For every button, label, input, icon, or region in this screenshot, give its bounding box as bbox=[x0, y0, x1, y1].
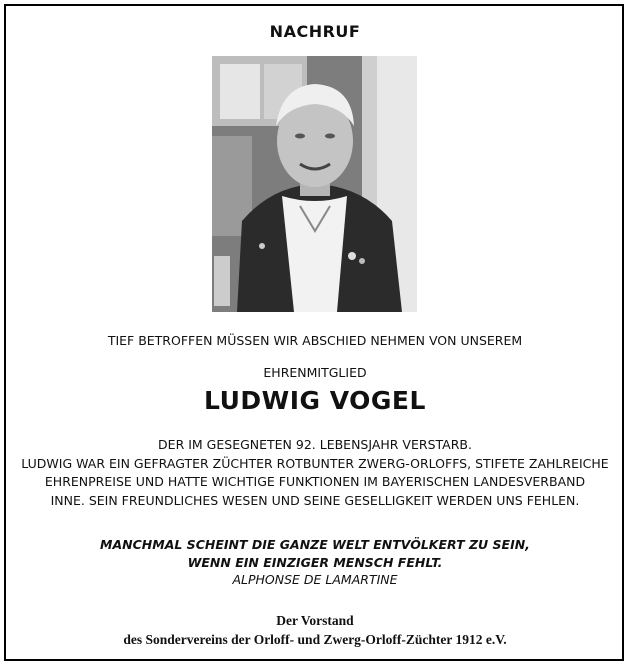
member-role: EHRENMITGLIED bbox=[263, 365, 367, 380]
body-line: DER IM GESEGNETEN 92. LEBENSJAHR VERSTARB. bbox=[158, 437, 472, 452]
quote-line: WENN EIN EINZIGER MENSCH FEHLT. bbox=[187, 554, 443, 570]
obituary-body bbox=[0, 436, 630, 510]
intro-text: TIEF BETROFFEN MÜSSEN WIR ABSCHIED NEHMEN VON UNSEREM bbox=[107, 333, 523, 348]
signature-title: Der Vorstand bbox=[276, 613, 354, 628]
body-line: LUDWIG WAR EIN GEFRAGTER ZÜCHTER ROTBUNTER ZWERG-ORLOFFS, STIFETE ZAHLREICHE bbox=[21, 455, 609, 471]
portrait-photo bbox=[212, 56, 417, 312]
quote-author: ALPHONSE DE LAMARTINE bbox=[232, 572, 398, 587]
signature-block bbox=[0, 611, 630, 649]
body-line: EHRENPREISE UND HATTE WICHTIGE FUNKTIONEN IM BAYERISCHEN LANDESVERBAND bbox=[44, 474, 586, 489]
page-title: NACHRUF bbox=[269, 22, 361, 41]
quote-line: MANCHMAL SCHEINT DIE GANZE WELT ENTVÖLKERT ZU SEIN, bbox=[100, 537, 530, 552]
body-line: INNE. SEIN FREUNDLICHES WESEN UND SEINE GESELLIGKEIT WERDEN UNS FEHLEN. bbox=[50, 492, 580, 508]
signature-organization: des Sondervereins der Orloff- und Zwerg-Orloff-Züchter 1912 e.V. bbox=[123, 632, 507, 647]
deceased-name: LUDWIG VOGEL bbox=[204, 386, 426, 415]
quote-block bbox=[0, 536, 630, 589]
